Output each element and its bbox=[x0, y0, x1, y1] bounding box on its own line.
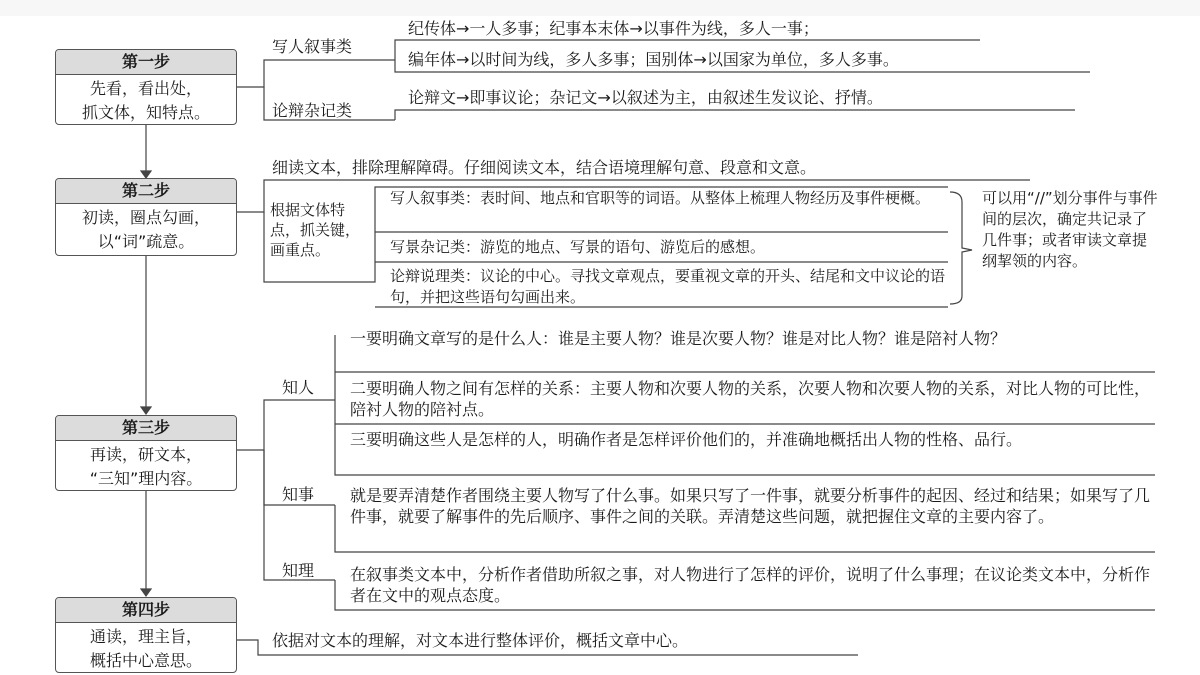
arrow-head-1-2 bbox=[141, 171, 151, 178]
arrow-head-2-3 bbox=[141, 407, 151, 414]
step3-zhiren-item-2: 二要明确人物之间有怎样的关系：主要人物和次要人物的关系，次要人物和次要人物的关系，对比人物的可比性，陪衬人物的陪衬点。 bbox=[350, 379, 1151, 419]
items-brace bbox=[950, 192, 972, 304]
step3-zhili-label: 知理 bbox=[282, 561, 315, 580]
step3-zhishi-text: 就是要弄清楚作者围绕主要人物写了什么事。如果只写了一件事，就要分析事件的起因、经过和结果；如果写了几件事，就要了解事件的先后顺序、事件之间的关联。弄清楚这些问题，就把握住文章的主要内容了。 bbox=[350, 486, 1151, 526]
branch-zhiren bbox=[237, 400, 335, 450]
step-3-title: 第三步 bbox=[56, 416, 236, 441]
step1-cat2-label: 论辩杂记类 bbox=[272, 101, 353, 120]
step2-note: 可以用“//”划分事件与事件间的层次，确定共记录了几件事；或者审读文章提纲挈领的内容。 bbox=[982, 189, 1158, 270]
step3-zhiren-label: 知人 bbox=[282, 378, 315, 397]
step2-item-3: 论辩说理类：议论的中心。寻找文章观点，要重视文章的开头、结尾和文中议论的语句，并把这些语句勾画出来。 bbox=[390, 267, 946, 306]
step1-cat1-line2: 编年体→以时间为线，多人多事；国别体→以国家为单位，多人多事。 bbox=[408, 50, 899, 69]
step2-item-2: 写景杂记类：游览的地点、写景的语句、游览后的感想。 bbox=[390, 238, 766, 256]
arrow-head-3-4 bbox=[141, 589, 151, 596]
step3-zhili-text: 在叙事类文本中，分析作者借助所叙之事，对人物进行了怎样的评价，说明了什么事理；在议论类文本中，分析作者在文中的观点态度。 bbox=[350, 565, 1151, 605]
step-2-line1: 初读，圈点勾画， bbox=[81, 208, 210, 227]
step-2-title: 第二步 bbox=[56, 179, 236, 204]
step-4-line2: 概括中心意思。 bbox=[89, 651, 202, 670]
step-2-line2: 以“词”疏意。 bbox=[97, 232, 195, 251]
step2-method: 根据文体特点，抓关键，画重点。 bbox=[270, 201, 361, 259]
step2-intro: 细读文本，排除理解障碍。仔细阅读文本，结合语境理解句意、段意和文意。 bbox=[272, 158, 817, 177]
step3-zhiren-item-3: 三要明确这些人是怎样的人，明确作者是怎样评价他们的，并准确地概括出人物的性格、品行。 bbox=[350, 430, 1023, 449]
step-1-line2: 抓文体，知特点。 bbox=[81, 103, 210, 122]
step-1-box bbox=[55, 49, 237, 125]
step-3-line2: “三知”理内容。 bbox=[89, 469, 203, 488]
step4-text: 依据对文本的理解，对文本进行整体评价，概括文章中心。 bbox=[272, 631, 689, 650]
step3-zhishi-label: 知事 bbox=[282, 485, 315, 504]
step2-item-1: 写人叙事类：表时间、地点和官职等的词语。从整体上梳理人物经历及事件梗概。 bbox=[390, 189, 931, 207]
step-3-box bbox=[55, 415, 237, 491]
step-4-box bbox=[55, 597, 237, 673]
step3-zhiren-item-1: 一要明确文章写的是什么人：谁是主要人物？谁是次要人物？谁是对比人物？谁是陪衬人物？ bbox=[350, 329, 1007, 348]
step1-cat1-label: 写人叙事类 bbox=[272, 37, 353, 56]
step1-cat1-line1: 纪传体→一人多事；纪事本末体→以事件为线，多人一事； bbox=[408, 19, 819, 38]
branch-cat1 bbox=[237, 60, 395, 87]
step-1-line1: 先看，看出处， bbox=[89, 79, 202, 98]
step-3-line1: 再读，研文本， bbox=[89, 445, 202, 464]
step-1-title: 第一步 bbox=[56, 50, 236, 75]
step-4-title: 第四步 bbox=[56, 598, 236, 623]
cat2-underline bbox=[395, 110, 1075, 120]
step-4-line1: 通读，理主旨， bbox=[89, 627, 202, 646]
step-2-box bbox=[55, 178, 237, 256]
step1-cat2-line1: 论辩文→即事议论；杂记文→以叙述为主，由叙述生发议论、抒情。 bbox=[408, 88, 883, 107]
